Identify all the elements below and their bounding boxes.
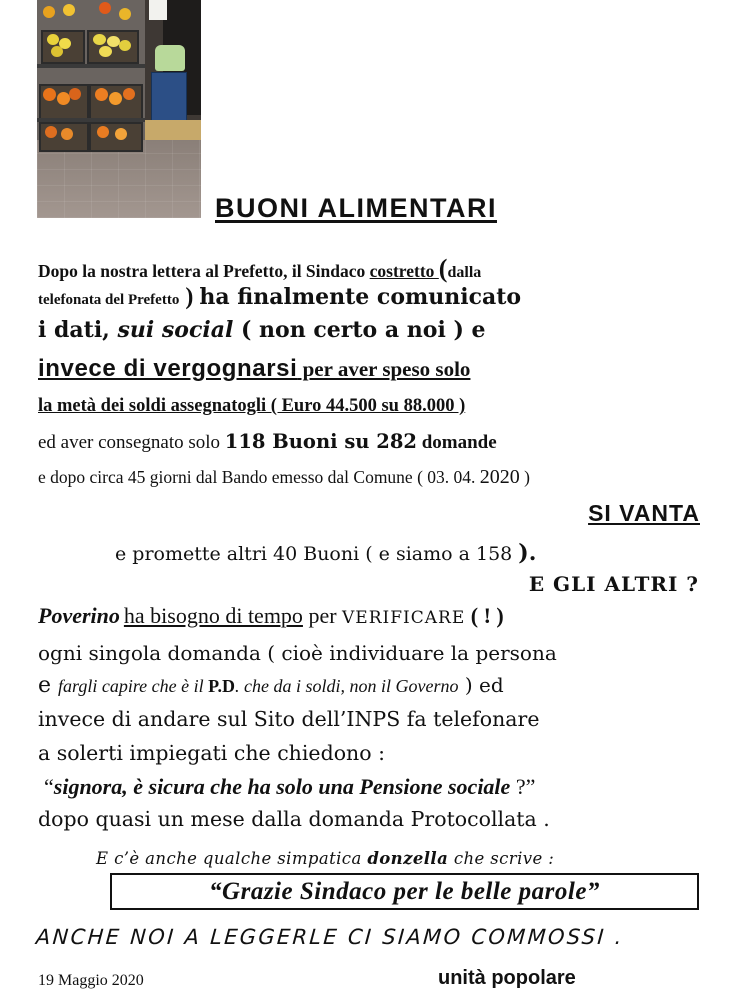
paragraph-line-9 — [38, 603, 504, 629]
text-span: ha finalmente comunicato — [199, 284, 522, 310]
text-span: ( — [438, 254, 448, 283]
text-span: e dopo circa 45 giorni dal Bando emesso dal Comune ( 03. 04. — [38, 467, 480, 487]
text-span: “ — [44, 774, 54, 799]
text-span: che scrive : — [448, 849, 555, 868]
text-span: ). — [518, 540, 537, 566]
text-span: Dopo la nostra lettera al Prefetto, il Sindaco — [38, 261, 370, 281]
si-vanta-heading: SI VANTA — [588, 500, 700, 526]
text-span: . che da i soldi, non il Governo — [235, 676, 459, 696]
text-span: e promette altri 40 Buoni ( e siamo a 158 — [115, 543, 519, 565]
page-title: BUONI ALIMENTARI — [215, 193, 497, 223]
text-span: e — [38, 673, 59, 698]
text-span: costretto — [369, 261, 439, 281]
e-gli-altri-heading: E GLI ALTRI ? — [528, 572, 699, 596]
text-span: donzella — [367, 849, 449, 868]
text-span: per — [302, 603, 343, 628]
fruit-stand-photo — [37, 0, 201, 218]
text-span: telefonata del Prefetto — [38, 292, 180, 308]
paragraph-line-12: invece di andare sul Sito dell’INPS fa telefonare — [38, 707, 540, 731]
paragraph-line-4 — [38, 355, 470, 383]
text-span: invece di vergognarsi — [38, 355, 298, 382]
paragraph-line-10: ogni singola domanda ( cioè individuare la persona — [38, 641, 557, 665]
text-span: 118 Buoni su 282 — [224, 430, 417, 453]
text-span: domande — [416, 432, 497, 453]
paragraph-line-5: la metà dei soldi assegnatogli ( Euro 44.500 su 88.000 ) — [38, 396, 466, 416]
text-span: ?” — [510, 774, 536, 799]
text-span: i dati, — [38, 317, 118, 343]
paragraph-line-15: dopo quasi un mese dalla domanda Protocollata . — [38, 807, 550, 831]
text-span: per aver speso solo — [297, 357, 471, 381]
text-span: E c’è anche qualche simpatica — [96, 849, 368, 868]
text-span: ( non certo a noi ) e — [233, 317, 486, 343]
paragraph-line-1 — [38, 254, 481, 284]
text-span: ) ed — [458, 673, 504, 697]
text-span: ) — [179, 284, 200, 310]
text-span: VERIFICARE — [342, 608, 466, 628]
paragraph-line-3 — [38, 317, 486, 343]
text-span: sui social — [117, 317, 234, 343]
signature: unità popolare — [438, 967, 576, 989]
paragraph-line-8 — [115, 540, 536, 566]
text-span: ) — [519, 467, 530, 487]
text-span: Poverino — [38, 603, 120, 628]
paragraph-line-6 — [38, 430, 497, 454]
text-span: ( ! ) — [465, 603, 504, 628]
paragraph-line-13: a solerti impiegati che chiedono : — [38, 741, 385, 765]
date: 19 Maggio 2020 — [38, 972, 144, 989]
quote-box: “Grazie Sindaco per le belle parole” — [110, 873, 699, 910]
text-span: signora, è sicura che ha solo una Pensione sociale — [53, 774, 511, 799]
text-span: ha bisogno di tempo — [123, 603, 303, 628]
text-span: P.D — [208, 676, 235, 696]
paragraph-line-7 — [38, 466, 530, 489]
text-span: 2020 — [479, 466, 520, 488]
commossi-line: ANCHE NOI A LEGGERLE CI SIAMO COMMOSSI . — [35, 925, 625, 949]
text-span: dalla — [447, 264, 482, 281]
paragraph-line-16 — [96, 849, 554, 868]
text-span: ed aver consegnato solo — [38, 432, 225, 453]
paragraph-line-2 — [38, 284, 521, 311]
paragraph-line-11 — [38, 673, 504, 698]
paragraph-line-14 — [44, 774, 535, 800]
text-span: fargli capire che è il — [58, 676, 209, 696]
